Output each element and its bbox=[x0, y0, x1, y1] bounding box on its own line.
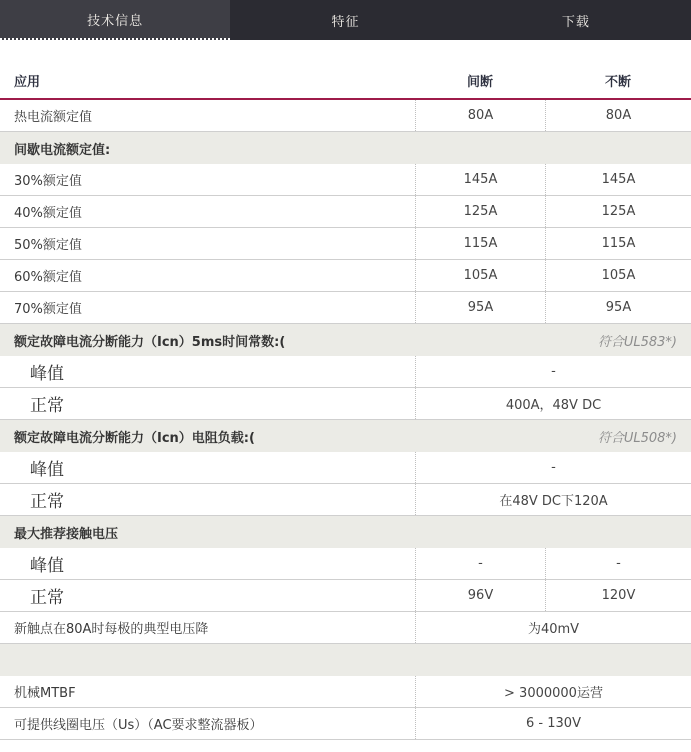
tab-technical-info[interactable]: 技术信息 bbox=[0, 0, 230, 40]
table-row bbox=[0, 260, 691, 292]
header-intermittent: 间断 bbox=[466, 74, 493, 90]
header-application: 应用 bbox=[14, 74, 41, 90]
cell-value: 105A bbox=[415, 260, 545, 291]
row-label: 30%额定值 bbox=[14, 174, 82, 189]
tab-bar bbox=[0, 0, 691, 40]
row-label: 可提供线圈电压（Us）（AC要求整流器板） bbox=[14, 718, 263, 733]
cell-value: 80A bbox=[545, 100, 691, 131]
table-row bbox=[0, 484, 691, 516]
spec-table bbox=[0, 62, 691, 740]
cell-value: 95A bbox=[545, 292, 691, 323]
table-row bbox=[0, 708, 691, 740]
cell-value: 6 - 130V bbox=[415, 708, 691, 739]
table-row bbox=[0, 676, 691, 708]
row-label: 正常 bbox=[30, 396, 64, 416]
cell-value: 115A bbox=[545, 228, 691, 259]
cell-value: 80A bbox=[415, 100, 545, 131]
cell-value: 在48V DC下120A bbox=[415, 484, 691, 515]
section-label: 最大推荐接触电压 bbox=[14, 526, 119, 542]
cell-value: 95A bbox=[415, 292, 545, 323]
table-row bbox=[0, 292, 691, 324]
table-row bbox=[0, 388, 691, 420]
tab-features[interactable]: 特征 bbox=[331, 14, 360, 30]
cell-value: - bbox=[545, 548, 691, 579]
row-label: 50%额定值 bbox=[14, 238, 82, 253]
section-row bbox=[0, 324, 691, 356]
table-row bbox=[0, 452, 691, 484]
cell-value: 125A bbox=[415, 196, 545, 227]
cell-value: 115A bbox=[415, 228, 545, 259]
cell-value: 400A，48V DC bbox=[415, 388, 691, 419]
section-row bbox=[0, 132, 691, 164]
row-label: 新触点在80A时每极的典型电压降 bbox=[14, 622, 209, 637]
section-label: 间歇电流额定值: bbox=[14, 142, 111, 158]
table-row bbox=[0, 356, 691, 388]
row-label: 峰值 bbox=[30, 460, 64, 480]
section-row-empty bbox=[0, 644, 691, 676]
table-row bbox=[0, 580, 691, 612]
section-note: 符合UL508*) bbox=[597, 430, 677, 446]
row-label: 70%额定值 bbox=[14, 302, 82, 317]
table-row bbox=[0, 196, 691, 228]
cell-value: > 3000000运营 bbox=[415, 676, 691, 707]
row-label: 40%额定值 bbox=[14, 206, 82, 221]
cell-value: - bbox=[415, 452, 691, 483]
row-label: 热电流额定值 bbox=[14, 110, 93, 125]
row-label: 正常 bbox=[30, 492, 64, 512]
row-label: 峰值 bbox=[30, 556, 64, 576]
tab-downloads[interactable]: 下载 bbox=[561, 14, 590, 30]
table-row bbox=[0, 612, 691, 644]
table-row bbox=[0, 548, 691, 580]
table-header-row bbox=[0, 62, 691, 100]
section-label: 额定故障电流分断能力（Icn）电阻负载:( bbox=[14, 430, 255, 446]
cell-value: 145A bbox=[545, 164, 691, 195]
table-row bbox=[0, 228, 691, 260]
section-note: 符合UL583*) bbox=[597, 334, 677, 350]
header-continuous: 不断 bbox=[604, 74, 631, 90]
cell-value: - bbox=[415, 548, 545, 579]
section-row bbox=[0, 516, 691, 548]
cell-value: 105A bbox=[545, 260, 691, 291]
section-row bbox=[0, 420, 691, 452]
row-label: 正常 bbox=[30, 588, 64, 608]
cell-value: 125A bbox=[545, 196, 691, 227]
cell-value: 为40mV bbox=[415, 612, 691, 643]
row-label: 60%额定值 bbox=[14, 270, 82, 285]
cell-value: 96V bbox=[415, 580, 545, 611]
row-label: 峰值 bbox=[30, 364, 64, 384]
cell-value: 120V bbox=[545, 580, 691, 611]
section-label: 额定故障电流分断能力（Icn）5ms时间常数:( bbox=[14, 334, 286, 350]
cell-value: 145A bbox=[415, 164, 545, 195]
table-row bbox=[0, 164, 691, 196]
table-row bbox=[0, 100, 691, 132]
cell-value: - bbox=[415, 356, 691, 387]
row-label: 机械MTBF bbox=[14, 686, 76, 701]
